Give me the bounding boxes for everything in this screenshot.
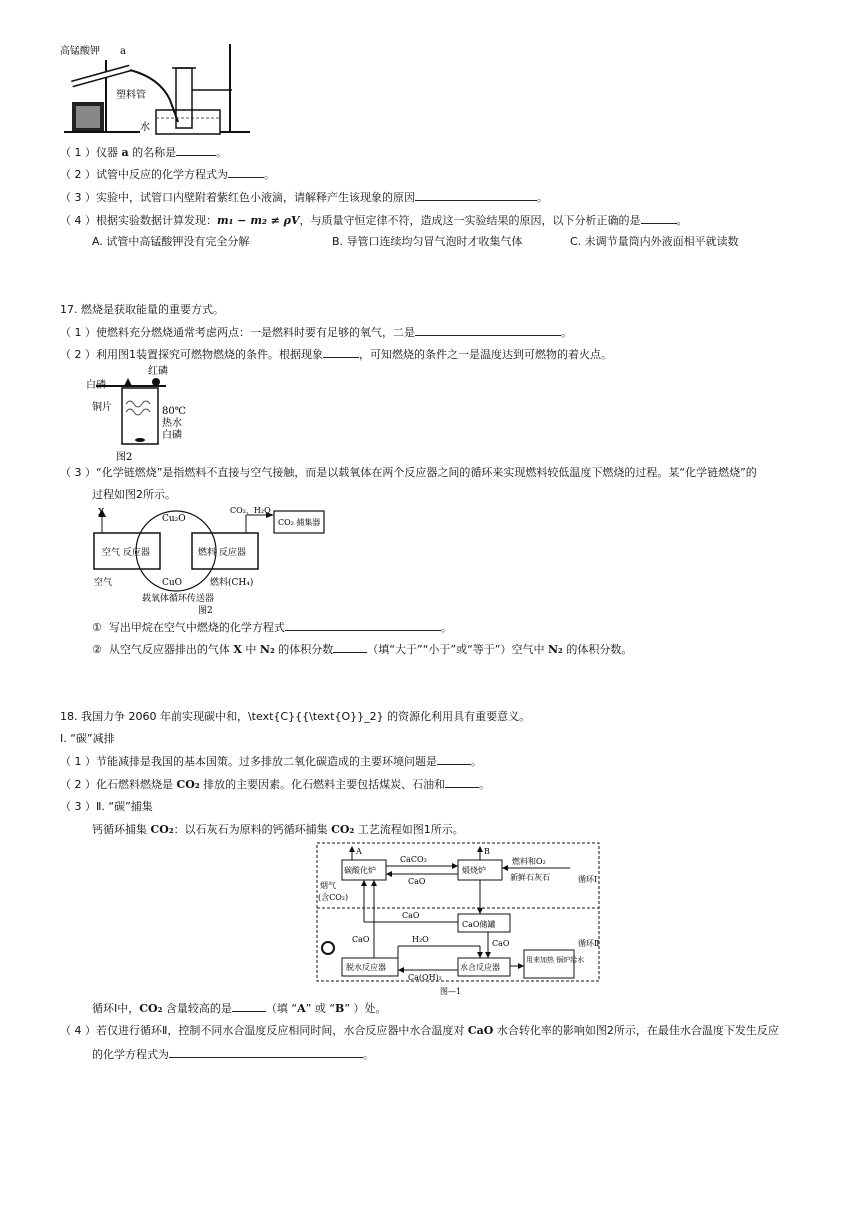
svg-text:CaO: CaO — [352, 935, 370, 944]
svg-text:循环Ⅰ: 循环Ⅰ — [578, 875, 598, 884]
q17-item-3-line2: 过程如图2所示。 — [92, 488, 176, 501]
label-white-p: 白磷 — [86, 380, 106, 391]
answer-blank[interactable] — [445, 776, 479, 788]
fig-label-a: a — [120, 46, 126, 57]
svg-text:(含CO₂): (含CO₂) — [318, 893, 349, 902]
q17-sub-1: ① 写出甲烷在空气中燃烧的化学方程式 。 — [92, 621, 452, 634]
answer-blank[interactable] — [641, 212, 677, 224]
q18-item-3: （ 3 ）Ⅱ. “碳”捕集 — [60, 800, 153, 813]
svg-text:烟气: 烟气 — [320, 881, 336, 890]
q18-item-1: （ 1 ）节能减排是我国的基本国策。过多排放二氧化碳造成的主要环境问题是 。 — [60, 755, 482, 768]
svg-text:循环Ⅱ: 循环Ⅱ — [578, 939, 600, 948]
svg-text:CuO: CuO — [162, 578, 183, 588]
svg-text:空气: 空气 — [94, 578, 113, 588]
svg-text:CO₂、H₂O: CO₂、H₂O — [230, 506, 271, 515]
svg-text:CO₂ 捕集器: CO₂ 捕集器 — [278, 518, 321, 527]
q17-item-1: （ 1 ）使燃料充分燃烧通常考虑两点：一是燃料时要有足够的氧气，二是 。 — [60, 326, 572, 339]
svg-text:H₂O: H₂O — [412, 935, 429, 944]
label-hot-water: 热水 — [162, 418, 182, 429]
q18-item-3-desc: 钙循环捕集 CO₂：以石灰石为原料的钙循环捕集 CO₂ 工艺流程如图1所示。 — [92, 823, 464, 836]
fig-label-tube: 塑料管 — [116, 90, 146, 101]
q16-item-4: （ 4 ）根据实验数据计算发现：m₁ − m₂ ≠ ρV，与质量守恒定律不符，造成这一实验结果的原因，以下分析正确的是 。 — [60, 214, 688, 227]
svg-text:燃料和O₂: 燃料和O₂ — [512, 857, 546, 866]
fig-label-water: 水 — [140, 122, 150, 133]
answer-blank[interactable] — [232, 1000, 266, 1012]
label-temp: 80℃ — [162, 406, 186, 417]
q17-sub-2: ② 从空气反应器排出的气体 X 中 N₂ 的体积分数 （填“大于”“小于”或“等于”）空气中 N₂ 的体积分数。 — [92, 643, 633, 656]
q18-item-4-line2: 的化学方程式为 。 — [92, 1048, 374, 1061]
svg-text:空气 反应器: 空气 反应器 — [102, 548, 150, 558]
svg-text:CaO储罐: CaO储罐 — [462, 920, 496, 929]
chain-combustion-figure — [86, 505, 336, 617]
answer-blank[interactable] — [333, 641, 367, 653]
svg-text:载氧体循环传送器: 载氧体循环传送器 — [142, 594, 215, 604]
svg-text:X: X — [98, 508, 105, 518]
svg-text:Cu₂O: Cu₂O — [162, 514, 186, 524]
svg-text:CaO: CaO — [402, 911, 420, 920]
fig-caption: 图2 — [116, 452, 133, 463]
q17-title: 17. 燃烧是获取能量的重要方式。 — [60, 303, 224, 316]
q16-item-1: （ 1 ）仪器 a 的名称是 。 — [60, 146, 228, 159]
svg-text:水合反应器: 水合反应器 — [460, 963, 500, 972]
q18-title: 18. 我国力争 2060 年前实现碳中和，\text{C}{{\text{O}}_2} 的资源化利用具有重要意义。 — [60, 710, 531, 723]
label-copper: 铜片 — [92, 402, 112, 413]
answer-blank[interactable] — [285, 619, 441, 631]
answer-blank[interactable] — [323, 346, 359, 358]
svg-text:燃料(CH₄): 燃料(CH₄) — [210, 578, 254, 588]
svg-text:燃料 反应器: 燃料 反应器 — [198, 548, 246, 558]
svg-text:碳酸化炉: 碳酸化炉 — [344, 866, 376, 875]
answer-blank[interactable] — [415, 189, 537, 201]
q16-option-a: A. 试管中高锰酸钾没有完全分解 — [92, 235, 250, 248]
label-red-p: 红磷 — [148, 366, 168, 377]
calcium-loop-flow-diagram — [316, 842, 600, 998]
svg-text:A: A — [356, 847, 362, 856]
q18-item-4-line1: （ 4 ）若仅进行循环Ⅱ，控制不同水合温度反应相同时间，水合反应器中水合温度对 CaO 水合转化率的影响如图2所示，在最佳水合温度下发生反应 — [60, 1024, 779, 1037]
q17-item-3-line1: （ 3 ）“化学链燃烧”是指燃料不直接与空气接触，而是以载氧体在两个反应器之间的循环来实现燃料较低温度下燃烧的过程。某“化学链燃烧”的 — [60, 466, 757, 479]
svg-text:图2: 图2 — [198, 606, 213, 616]
fig-label-reagent: 高锰酸钾 — [60, 46, 100, 57]
label-white-p2: 白磷 — [162, 430, 182, 441]
q16-item-3: （ 3 ）实验中，试管口内壁附着紫红色小液滴，请解释产生该现象的原因 。 — [60, 191, 548, 204]
svg-text:Ca(OH)₂: Ca(OH)₂ — [408, 973, 442, 982]
q18-item-2: （ 2 ）化石燃料燃烧是 CO₂ 排放的主要因素。化石燃料主要包括煤炭、石油和 。 — [60, 778, 491, 791]
svg-text:CaO: CaO — [408, 877, 426, 886]
svg-text:CaCO₃: CaCO₃ — [400, 855, 427, 864]
q16-option-b: B. 导管口连续均匀冒气泡时才收集气体 — [332, 235, 523, 248]
answer-blank[interactable] — [228, 166, 264, 178]
svg-text:CaO: CaO — [492, 939, 510, 948]
svg-text:新鲜石灰石: 新鲜石灰石 — [510, 873, 550, 882]
answer-blank[interactable] — [169, 1046, 363, 1058]
answer-blank[interactable] — [176, 144, 216, 156]
svg-text:用来加热 锅炉给水: 用来加热 锅炉给水 — [526, 956, 585, 964]
q16-option-c: C. 未调节量筒内外液面相平就读数 — [570, 235, 739, 248]
svg-text:B: B — [484, 847, 490, 856]
q18-part1: Ⅰ. “碳”减排 — [60, 732, 115, 745]
apparatus-figure — [60, 40, 260, 140]
svg-text:煅烧炉: 煅烧炉 — [462, 866, 486, 875]
combustion-figure — [86, 364, 206, 464]
q16-item-2: （ 2 ）试管中反应的化学方程式为 。 — [60, 168, 275, 181]
svg-text:脱水反应器: 脱水反应器 — [346, 963, 386, 972]
q17-item-2: （ 2 ）利用图1装置探究可燃物燃烧的条件。根据现象 ，可知燃烧的条件之一是温度达到可燃物的着火点。 — [60, 348, 612, 361]
svg-text:图—1: 图—1 — [440, 987, 462, 996]
answer-blank[interactable] — [415, 324, 561, 336]
answer-blank[interactable] — [437, 753, 471, 765]
q18-item-3-question: 循环Ⅰ中，CO₂ 含量较高的是 （填 “A” 或 “B” ）处。 — [92, 1002, 387, 1015]
